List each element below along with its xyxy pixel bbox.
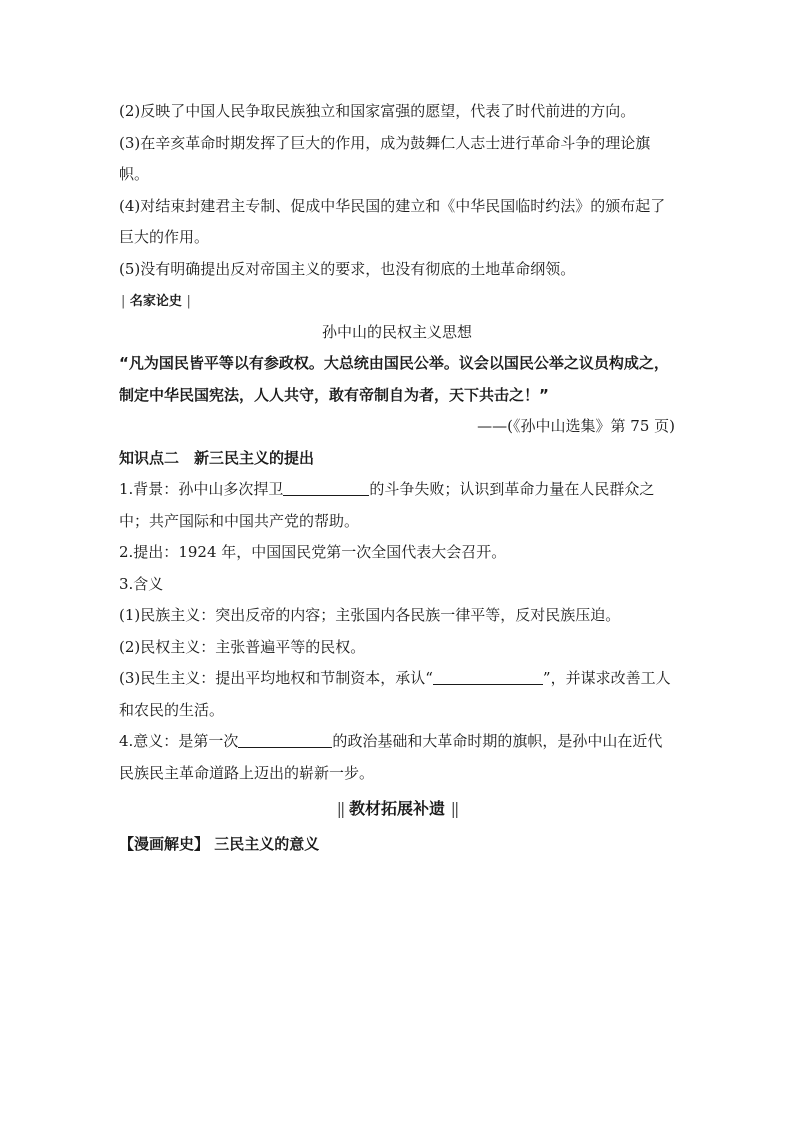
- proposal-text: 1924 年，中国国民党第一次全国代表大会召开。: [178, 543, 507, 561]
- tag-label: 名家论史: [129, 294, 182, 309]
- quote-title: 孙中山的民权主义思想: [321, 322, 472, 341]
- meaning-label: (1)民族主义：: [119, 606, 216, 624]
- section-tag: [119, 293, 193, 311]
- background-paragraph: [119, 474, 675, 537]
- meaning-text: 突出反帝的内容；主张国内各民族一律平等，反对民族压迫。: [215, 606, 621, 624]
- comic-heading: [119, 829, 675, 861]
- page-content: [119, 96, 675, 860]
- text-line: (2)反映了中国人民争取民族独立和国家富强的愿望，代表了时代前进的方向。: [119, 102, 636, 120]
- knowledge-point-title: 知识点二 新三民主义的提出: [119, 448, 315, 467]
- quote-text: “凡为国民皆平等以有参政权。大总统由国民公举。议会以国民公举之议员构成之，制定中华民国宪法，人人共守，敢有帝制自为者，天下共击之！”: [119, 354, 669, 404]
- banner-bar-right: ||: [450, 799, 458, 818]
- comic-title: 三民主义的意义: [214, 834, 320, 853]
- meaning-label: (3)民生主义：: [119, 669, 216, 687]
- meaning-label: (2)民权主义：: [119, 637, 216, 656]
- section-banner: [119, 793, 675, 825]
- proposal-paragraph: [119, 537, 675, 569]
- meaning-item: [119, 600, 675, 632]
- background-post: 的斗争失败；认识到革命力量在人民群众之中；共产国际和中国共产党的帮助。: [119, 480, 655, 530]
- proposal-label: 2.提出：: [119, 543, 179, 561]
- text-line: (3)在辛亥革命时期发挥了巨大的作用，成为鼓舞仁人志士进行革命斗争的理论旗帜。: [119, 133, 651, 183]
- meaning-item: [119, 632, 675, 664]
- significance-label: 4.意义：: [119, 732, 179, 750]
- tag-bar-left: |: [121, 294, 126, 309]
- meaning-item: [119, 663, 675, 726]
- fill-blank[interactable]: [283, 477, 369, 496]
- banner-title: 教材拓展补遗: [348, 799, 445, 818]
- significance-paragraph: [119, 726, 675, 789]
- meaning-heading: 3.含义: [119, 574, 164, 593]
- quote-source: ——(《孙中山选集》第 75 页): [477, 417, 675, 435]
- text-line: (5)没有明确提出反对帝国主义的要求，也没有彻底的土地革命纲领。: [119, 259, 576, 278]
- background-pre: 孙中山多次捍卫: [178, 480, 284, 498]
- banner-bar-left: ||: [336, 799, 344, 818]
- background-label: 1.背景：: [119, 480, 179, 498]
- significance-post: 的政治基础和大革命时期的旗帜，是孙中山在近代民族民主革命道路上迈出的崭新一步。: [119, 732, 663, 782]
- meaning-pre: 提出平均地权和节制资本，承认“: [215, 669, 433, 687]
- fill-blank[interactable]: [238, 729, 332, 748]
- meaning-text: 主张普遍平等的民权。: [215, 637, 366, 656]
- comic-label: 【漫画解史】: [119, 834, 210, 853]
- fill-blank[interactable]: [433, 666, 543, 685]
- meaning-post: ”，并谋求改善工人和农民的生活。: [119, 669, 671, 719]
- tag-bar-right: |: [186, 294, 191, 309]
- significance-pre: 是第一次: [178, 732, 239, 750]
- text-line: (4)对结束封建君主专制、促成中华民国的建立和《中华民国临时约法》的颁布起了巨大的作用。: [119, 196, 666, 246]
